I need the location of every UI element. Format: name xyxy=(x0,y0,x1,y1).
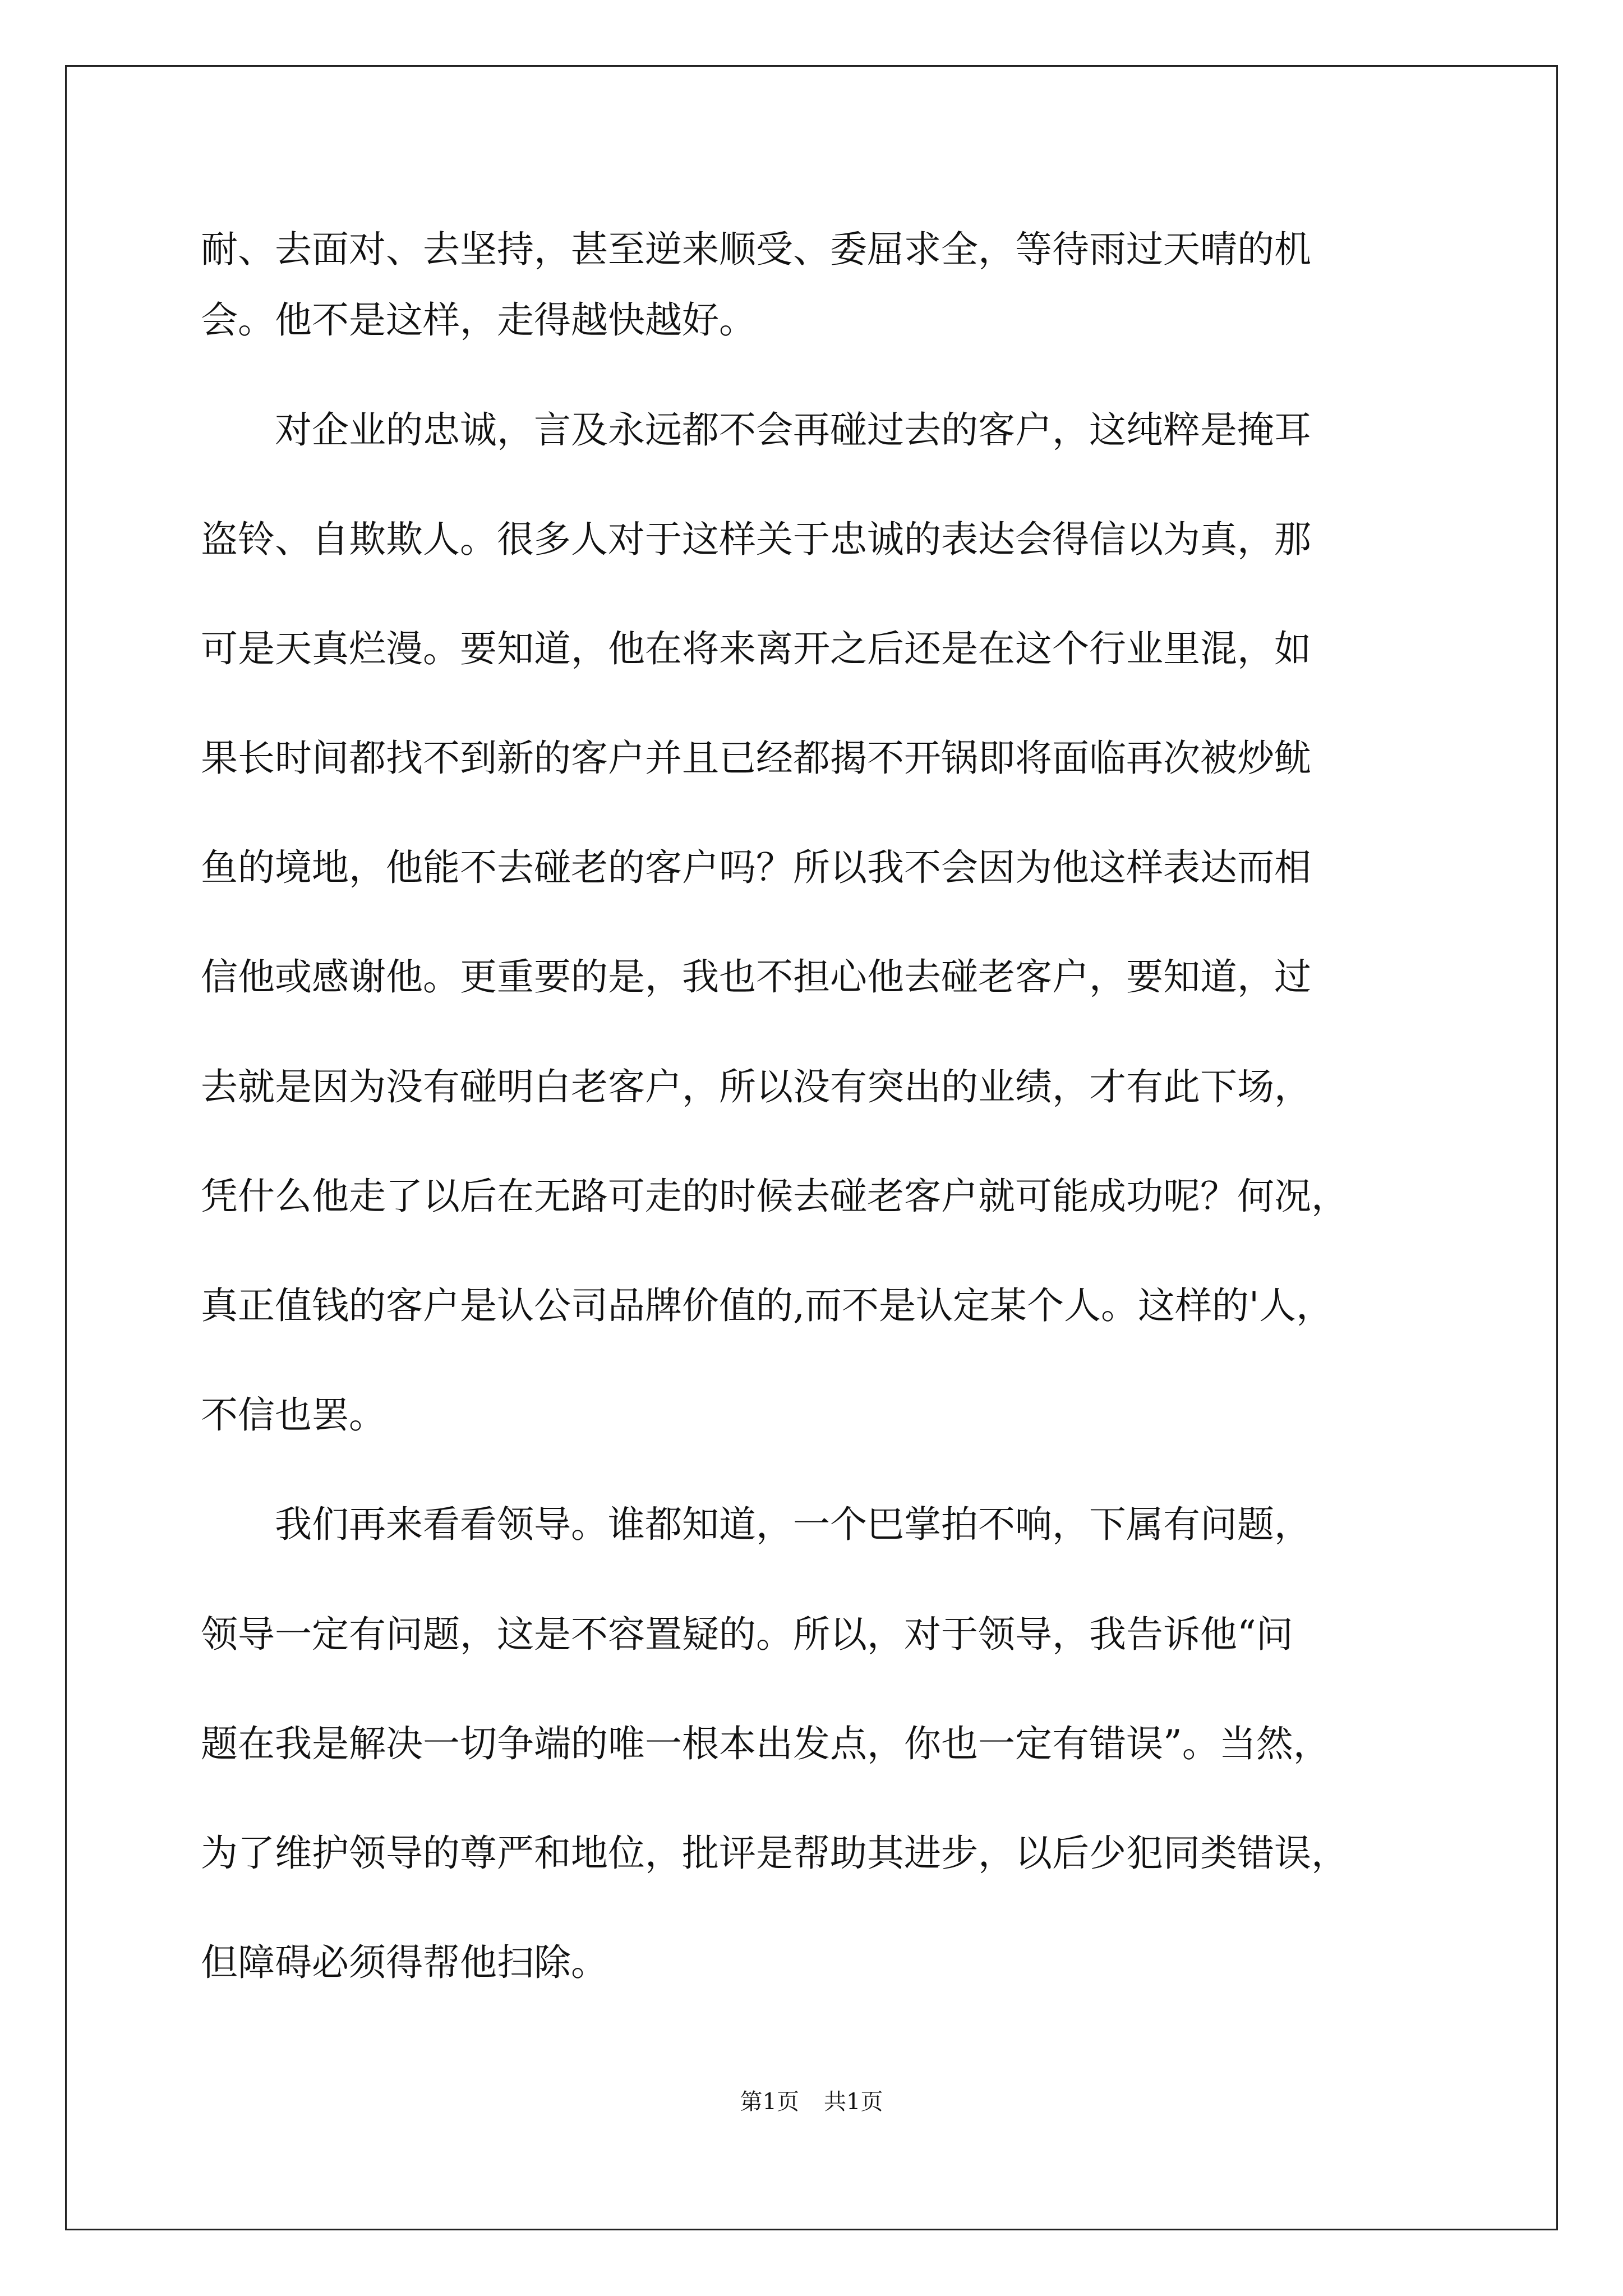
text-line: 耐、去面对、去坚持，甚至逆来顺受、委屈求全，等待雨过天晴的机 xyxy=(201,228,1311,271)
text-line: 题在我是解决一切争端的唯一根本出发点，你也一定有错误”。当然， xyxy=(201,1722,1330,1765)
text-line: 领导一定有问题，这是不容置疑的。所以，对于领导，我告诉他“问 xyxy=(201,1613,1293,1656)
text-line: 但障碍必须得帮他扫除。 xyxy=(201,1941,608,1984)
text-line: 为了维护领导的尊严和地位，批评是帮助其进步，以后少犯同类错误， xyxy=(201,1832,1348,1875)
page-border xyxy=(65,65,1558,2230)
text-line: 果长时间都找不到新的客户并且已经都揭不开锅即将面临再次被炒鱿 xyxy=(201,737,1311,780)
text-line: 对企业的忠诚，言及永远都不会再碰过去的客户，这纯粹是掩耳 xyxy=(201,408,1311,452)
text-line: 可是天真烂漫。要知道，他在将来离开之后还是在这个行业里混，如 xyxy=(201,627,1311,670)
text-line: 盗铃、自欺欺人。很多人对于这样关于忠诚的表达会得信以为真，那 xyxy=(201,518,1311,561)
text-line: 我们再来看看领导。谁都知道，一个巴掌拍不响，下属有问题， xyxy=(201,1503,1311,1546)
text-line: 鱼的境地，他能不去碰老的客户吗？所以我不会因为他这样表达而相 xyxy=(201,846,1311,889)
text-line: 真正值钱的客户是认公司品牌价值的,而不是认定某个人。这样的'人， xyxy=(201,1284,1334,1327)
text-line: 凭什么他走了以后在无路可走的时候去碰老客户就可能成功呢？何况， xyxy=(201,1175,1348,1218)
page-footer xyxy=(0,2085,1623,2119)
text-line: 会。他不是这样，走得越快越好。 xyxy=(201,298,756,342)
page-count: 共1页 xyxy=(824,2089,883,2115)
text-line: 不信也罢。 xyxy=(201,1393,386,1437)
text-line: 去就是因为没有碰明白老客户，所以没有突出的业绩，才有此下场， xyxy=(201,1065,1311,1108)
text-line: 信他或感谢他。更重要的是，我也不担心他去碰老客户，要知道，过 xyxy=(201,955,1311,999)
page-number: 第1页 xyxy=(740,2089,799,2115)
